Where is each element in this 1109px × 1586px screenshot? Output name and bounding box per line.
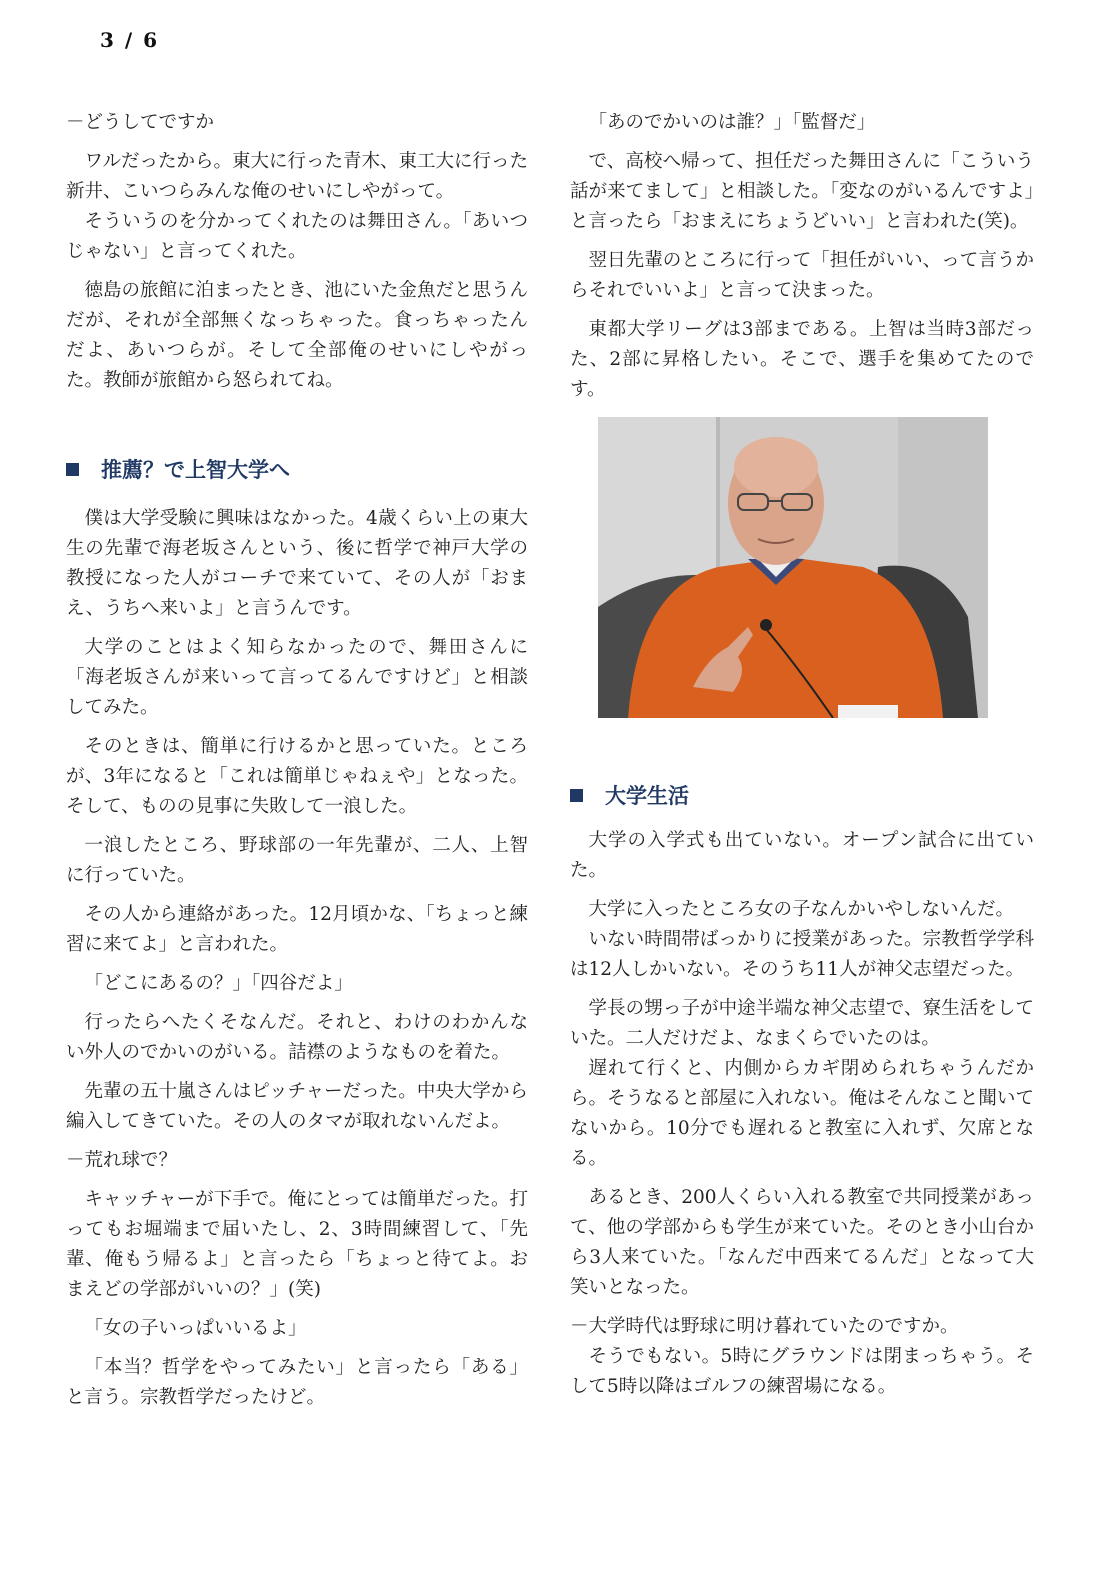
square-bullet-icon xyxy=(570,789,583,802)
paragraph: 一浪したところ、野球部の一年先輩が、二人、上智に行っていた。 xyxy=(66,835,528,886)
paragraph: 大学のことはよく知らなかったので、舞田さんに「海老坂さんが来いって言ってるんですけど」と相談してみた。 xyxy=(66,637,528,718)
paragraph: 東都大学リーグは3部まである。上智は当時3部だった、2部に昇格したい。そこで、選手を集めてたのです。 xyxy=(570,319,1034,400)
paragraph: 「女の子いっぱいいるよ」 xyxy=(84,1318,307,1339)
page-number: 3 / 6 xyxy=(100,28,160,52)
paragraph: 「本当？哲学をやってみたい」と言ったら「ある」と言う。宗教哲学だったけど。 xyxy=(66,1357,528,1408)
paragraph: 行ったらへたくそなんだ。それと、わけのわかんない外人のでかいのがいる。詰襟のようなものを着た。 xyxy=(66,1012,528,1063)
paragraph: 遅れて行くと、内側からカギ閉められちゃうんだから。そうなると部屋に入れない。俺はそんなこと聞いてないから。10分でも遅れると教室に入れず、欠席となる。 xyxy=(570,1058,1034,1169)
paragraph: ワルだったから。東大に行った青木、東工大に行った新井、こいつらみんな俺のせいにしやがって。 xyxy=(66,151,528,202)
paragraph: あるとき、200人くらい入れる教室で共同授業があって、他の学部からも学生が来ていた。そのとき小山台から3人来ていた。「なんだ中西来てるんだ」となって大笑いとなった。 xyxy=(570,1187,1034,1298)
paragraph: 徳島の旅館に泊まったとき、池にいた金魚だと思うんだが、それが全部無くなっちゃった。食っちゃったんだよ、あいつらが。そして全部俺のせいにしやがった。教師が旅館から怒られてね。 xyxy=(66,280,528,391)
paragraph: 大学の入学式も出ていない。オープン試合に出ていた。 xyxy=(570,830,1034,881)
paragraph: 僕は大学受験に興味はなかった。4歳くらい上の東大生の先輩で海老坂さんという、後に哲学で神戸大学の教授になった人がコーチで来ていて、その人が「おまえ、うちへ来いよ」と言うんです。 xyxy=(66,508,528,619)
left-column xyxy=(66,108,528,1422)
paragraph: で、高校へ帰って、担任だった舞田さんに「こういう話が来てまして」と相談した。「変なのがいるんですよ」と言ったら「おまえにちょうどいい」と言われた(笑)。 xyxy=(570,151,1034,232)
section-heading-text: 大学生活 xyxy=(605,784,689,808)
paragraph: そうでもない。5時にグラウンドは閉まっちゃう。そして5時以降はゴルフの練習場になる。 xyxy=(570,1346,1034,1397)
paragraph: キャッチャーが下手で。俺にとっては簡単だった。打ってもお堀端まで届いたし、2、3時間練習して、「先輩、俺もう帰るよ」と言ったら「ちょっと待てよ。おまえどの学部がいいの？」(笑) xyxy=(66,1189,528,1300)
interview-photo-illustration xyxy=(598,417,988,718)
paragraph: その人から連絡があった。12月頃かな、「ちょっと練習に来てよ」と言われた。 xyxy=(66,904,528,955)
paragraph: そのときは、簡単に行けるかと思っていた。ところが、3年になると「これは簡単じゃねぇや」となった。そして、ものの見事に失敗して一浪した。 xyxy=(66,736,528,817)
paragraph: 翌日先輩のところに行って「担任がいい、って言うからそれでいいよ」と言って決まった。 xyxy=(570,250,1034,301)
section-heading xyxy=(570,780,1034,810)
paragraph: そういうのを分かってくれたのは舞田さん。「あいつじゃない」と言ってくれた。 xyxy=(66,211,528,262)
paragraph: －荒れ球で？ xyxy=(66,1150,178,1171)
paragraph: 先輩の五十嵐さんはピッチャーだった。中央大学から編入してきていた。その人のタマが取れないんだよ。 xyxy=(66,1081,528,1132)
paragraph: 大学に入ったところ女の子なんかいやしないんだ。 xyxy=(588,899,1015,920)
paragraph: －どうしてですか xyxy=(66,112,215,133)
interview-photo xyxy=(598,417,988,718)
paragraph: 「あのでかいのは誰？」「監督だ」 xyxy=(588,112,876,133)
right-column xyxy=(570,108,1034,1411)
paragraph: 学長の甥っ子が中途半端な神父志望で、寮生活をしていた。二人だけだよ、なまくらでいたのは。 xyxy=(570,998,1034,1049)
section-heading-text: 推薦？で上智大学へ xyxy=(101,458,290,482)
paragraph: いない時間帯ばっかりに授業があった。宗教哲学学科は12人しかいない。そのうち11人が神父志望だった。 xyxy=(570,929,1034,980)
square-bullet-icon xyxy=(66,463,79,476)
paragraph: 「どこにあるの？」「四谷だよ」 xyxy=(84,973,353,994)
section-heading xyxy=(66,454,528,484)
paragraph: －大学時代は野球に明け暮れていたのですか。 xyxy=(570,1316,959,1337)
